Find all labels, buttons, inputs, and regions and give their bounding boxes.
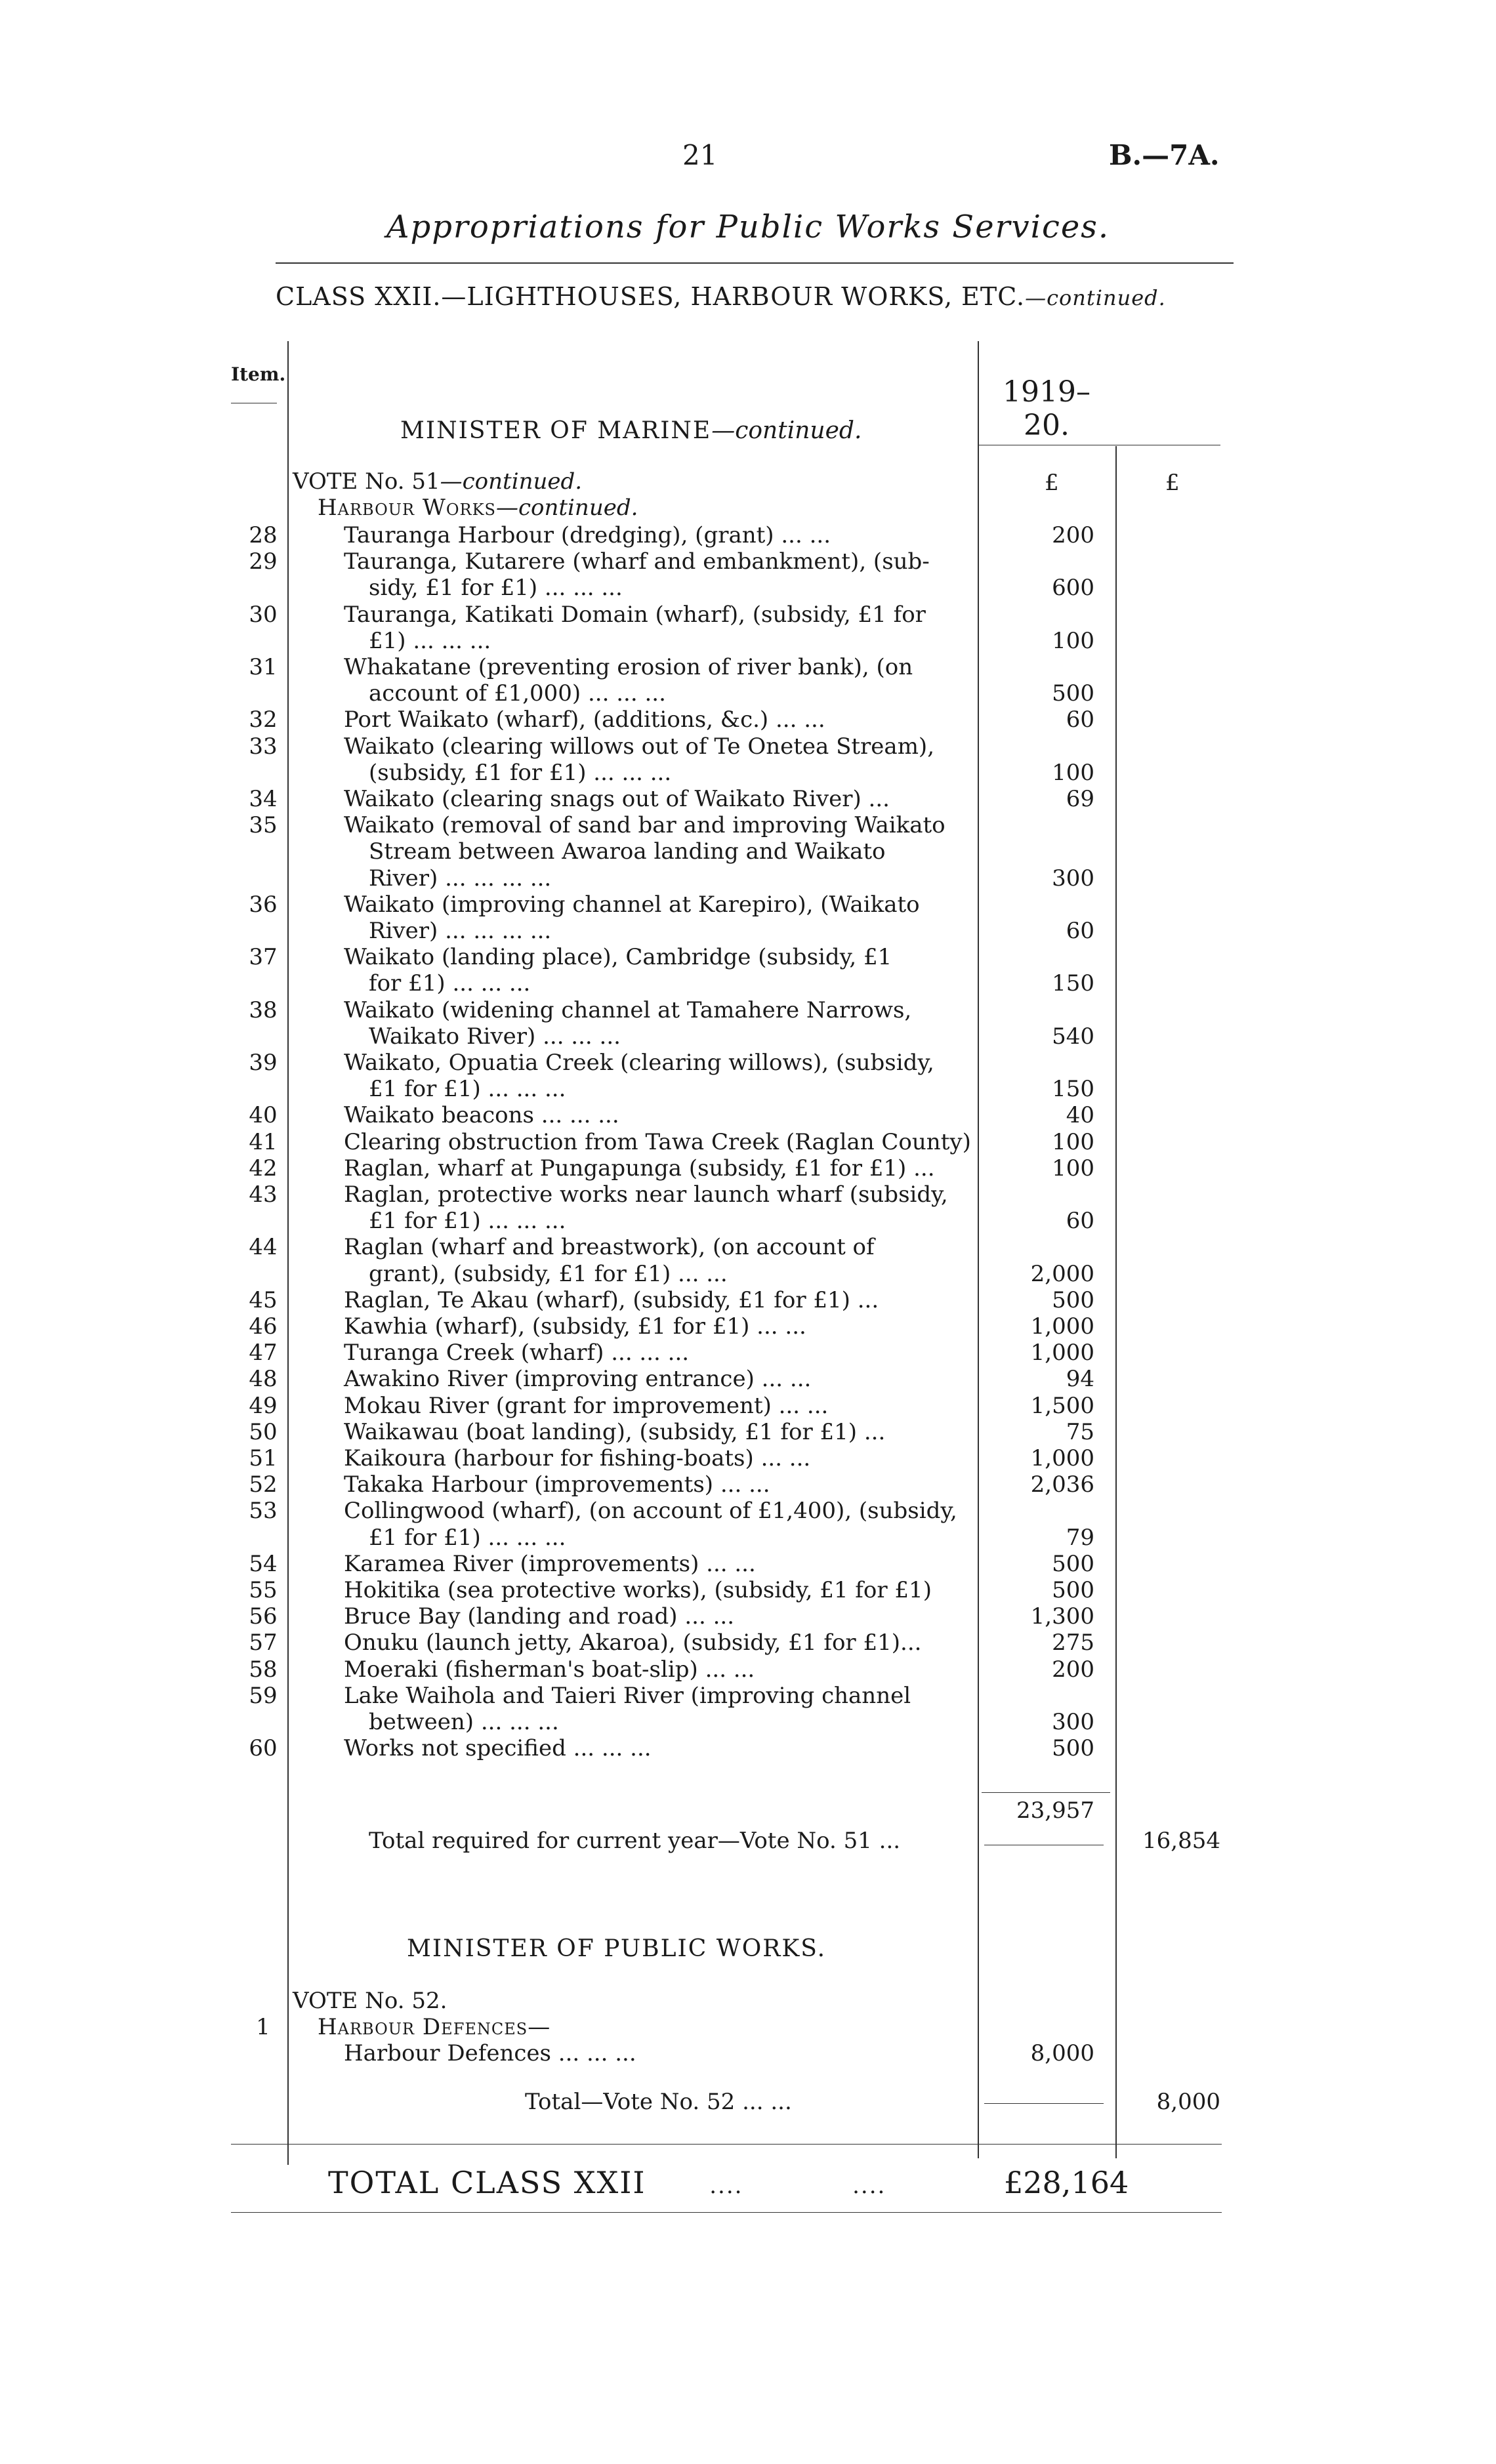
item-number: 60: [249, 1735, 278, 1762]
item-description-line: Bruce Bay (landing and road) ... ...: [344, 1603, 735, 1630]
item-amount: 1,000: [1030, 1313, 1094, 1340]
item-description-line: £1 for £1) ... ... ...: [369, 1076, 566, 1103]
vote-52-total-label: Total—Vote No. 52 ... ...: [525, 2089, 792, 2115]
item-amount: 79: [1066, 1524, 1094, 1551]
item-number: 47: [249, 1340, 278, 1366]
item-description-line: Clearing obstruction from Tawa Creek (Raglan County): [344, 1128, 971, 1155]
item-amount: 100: [1052, 1155, 1094, 1181]
pound-sign-left: £: [1045, 470, 1059, 496]
amount-column-mid-divider: [1115, 446, 1117, 2158]
item-description-line: Raglan (wharf and breastwork), (on account of: [344, 1234, 875, 1261]
item-number: 46: [249, 1313, 278, 1340]
item-description-line: Collingwood (wharf), (on account of £1,400), (subsidy,: [344, 1498, 957, 1525]
harbour-defences-amount: 8,000: [1030, 2040, 1094, 2066]
item-description-line: Waikawau (boat landing), (subsidy, £1 for £1) ...: [344, 1418, 886, 1445]
minister-public-works-heading: MINISTER OF PUBLIC WORKS.: [407, 1935, 827, 1962]
item-description-line: account of £1,000) ... ... ...: [369, 680, 666, 707]
item-number: 50: [249, 1418, 278, 1445]
item-description-line: £1) ... ... ...: [369, 627, 491, 654]
vote-51-total-amount: 16,854: [1142, 1828, 1220, 1854]
item-amount: 500: [1052, 680, 1094, 707]
item-amount: 60: [1066, 707, 1094, 733]
item-amount: 540: [1052, 1023, 1094, 1050]
minister-marine-heading: [400, 417, 862, 444]
harbour-works-label: Harbour Works: [318, 495, 496, 521]
item-description-line: Kaikoura (harbour for fishing-boats) ... ...: [344, 1445, 811, 1471]
item-number: 48: [249, 1366, 278, 1393]
item-number: 40: [249, 1102, 278, 1129]
item-number: 53: [249, 1498, 278, 1525]
vote-51-total-text: Total required for current year—Vote No. 51 ...: [369, 1828, 901, 1854]
item-number: 30: [249, 601, 278, 628]
item-description-line: Karamea River (improvements) ... ...: [344, 1550, 756, 1577]
item-number: 54: [249, 1550, 278, 1577]
item-amount: 300: [1052, 1709, 1094, 1735]
item-description-line: Waikato (landing place), Cambridge (subsidy, £1: [344, 944, 892, 971]
item-description-line: (subsidy, £1 for £1) ... ... ...: [369, 759, 672, 786]
item-amount: 100: [1052, 1128, 1094, 1155]
item-description-line: for £1) ... ... ...: [369, 970, 531, 997]
subtotal-rule: [982, 1792, 1110, 1793]
vote-51-subtotal: 23,957: [1016, 1797, 1094, 1824]
item-description-line: Waikato (clearing snags out of Waikato River) ...: [344, 786, 890, 812]
item-number: 43: [249, 1181, 278, 1208]
page-title: Appropriations for Public Works Services.: [386, 209, 1110, 245]
amount-column-left-divider: [978, 341, 979, 2158]
item-description-line: Onuku (launch jetty, Akaroa), (subsidy, £1 for £1)...: [344, 1630, 922, 1656]
item-description-line: Tauranga Harbour (dredging), (grant) ... ...: [344, 522, 831, 548]
year-column-header: 1919–20.: [1003, 375, 1091, 442]
item-amount: 2,036: [1030, 1471, 1094, 1498]
item-number: 49: [249, 1392, 278, 1419]
item-amount: 150: [1052, 970, 1094, 997]
vote-52-total-amount: 8,000: [1156, 2089, 1220, 2115]
item-description-line: £1 for £1) ... ... ...: [369, 1208, 566, 1235]
grand-total-dots-1: ....: [709, 2173, 743, 2199]
item-amount: 1,000: [1030, 1445, 1094, 1471]
item-amount: 275: [1052, 1630, 1094, 1656]
item-description-line: between) ... ... ...: [369, 1709, 559, 1735]
item-amount: 500: [1052, 1550, 1094, 1577]
grand-total-dots-2: ....: [852, 2173, 886, 2199]
grand-total-label: [328, 2165, 886, 2200]
item-description-line: Waikato (clearing willows out of Te Onetea Stream),: [344, 733, 935, 760]
item-amount: 60: [1066, 1208, 1094, 1235]
item-number: 51: [249, 1445, 278, 1471]
vote-51-total-label: [369, 1828, 900, 1854]
class-heading: [276, 282, 1166, 311]
item-number: 38: [249, 996, 278, 1023]
grand-total-text: TOTAL CLASS XXII: [328, 2165, 646, 2200]
item-number: 56: [249, 1603, 278, 1630]
item-description-line: Takaka Harbour (improvements) ... ...: [344, 1471, 770, 1498]
class-heading-text: CLASS XXII.—LIGHTHOUSES, HARBOUR WORKS, ETC.: [276, 282, 1026, 311]
item-description-line: Tauranga, Kutarere (wharf and embankment), (sub-: [344, 548, 930, 575]
item-number: 31: [249, 654, 278, 680]
pound-sign-right: £: [1165, 470, 1180, 496]
title-rule: [276, 262, 1234, 264]
grand-total-bottom-rule: [231, 2212, 1222, 2213]
item-description-line: Raglan, Te Akau (wharf), (subsidy, £1 for £1) ...: [344, 1286, 879, 1313]
item-description-line: Whakatane (preventing erosion of river bank), (on: [344, 654, 913, 680]
harbour-works-continued: —continued.: [495, 495, 638, 521]
item-amount: 500: [1052, 1577, 1094, 1603]
item-number: 52: [249, 1471, 278, 1498]
item-description-line: Mokau River (grant for improvement) ... ...: [344, 1392, 829, 1419]
item-description-line: £1 for £1) ... ... ...: [369, 1524, 566, 1551]
item-number: 39: [249, 1050, 278, 1076]
minister-marine-heading-text: MINISTER OF MARINE: [400, 417, 712, 444]
vote-51-heading: [293, 468, 582, 495]
item-amount: 69: [1066, 786, 1094, 812]
item-amount: 60: [1066, 918, 1094, 944]
class-heading-continued: —continued.: [1025, 285, 1166, 310]
item-amount: 200: [1052, 1656, 1094, 1683]
minister-marine-heading-continued: —continued.: [711, 417, 862, 444]
item-number: 55: [249, 1577, 278, 1603]
vote-52-item-number: 1: [256, 2014, 270, 2040]
grand-total-amount: £28,164: [1004, 2165, 1129, 2200]
item-number: 35: [249, 812, 278, 839]
item-number: 32: [249, 707, 278, 733]
item-description-line: Waikato (widening channel at Tamahere Narrows,: [344, 996, 912, 1023]
item-amount: 2,000: [1030, 1260, 1094, 1287]
item-number: 58: [249, 1656, 278, 1683]
item-description-line: Raglan, protective works near launch wharf (subsidy,: [344, 1181, 948, 1208]
item-amount: 1,500: [1030, 1392, 1094, 1419]
item-description-line: Works not specified ... ... ...: [344, 1735, 652, 1762]
vote-51-continued: —continued.: [440, 468, 583, 495]
vote-52-total-rule: [984, 2103, 1104, 2104]
item-description-line: Turanga Creek (wharf) ... ... ...: [344, 1340, 690, 1366]
item-number: 57: [249, 1630, 278, 1656]
item-description-line: Tauranga, Katikati Domain (wharf), (subsidy, £1 for: [344, 601, 926, 628]
item-number: 36: [249, 891, 278, 918]
item-description-line: River) ... ... ... ...: [369, 918, 552, 944]
item-amount: 150: [1052, 1076, 1094, 1103]
item-description-line: Kawhia (wharf), (subsidy, £1 for £1) ... ...: [344, 1313, 806, 1340]
item-number: 59: [249, 1682, 278, 1709]
item-description-line: Hokitika (sea protective works), (subsidy, £1 for £1): [344, 1577, 932, 1603]
item-number: 33: [249, 733, 278, 760]
item-description-line: grant), (subsidy, £1 for £1) ... ...: [369, 1260, 728, 1287]
item-description-line: Port Waikato (wharf), (additions, &c.) ... ...: [344, 707, 825, 733]
item-number: 44: [249, 1234, 278, 1261]
harbour-works-subhead: [318, 495, 638, 521]
vote-51-text: VOTE No. 51: [293, 468, 440, 495]
harbour-defences-item: Harbour Defences ... ... ...: [344, 2040, 636, 2066]
item-amount: 500: [1052, 1735, 1094, 1762]
item-amount: 1,000: [1030, 1340, 1094, 1366]
item-column-divider: [287, 341, 289, 2165]
item-description-line: River) ... ... ... ...: [369, 865, 552, 892]
item-number: 45: [249, 1286, 278, 1313]
item-number: 37: [249, 944, 278, 971]
item-amount: 1,300: [1030, 1603, 1094, 1630]
item-description-line: Raglan, wharf at Pungapunga (subsidy, £1 for £1) ...: [344, 1155, 935, 1181]
page-number: 21: [682, 139, 718, 171]
item-number: 42: [249, 1155, 278, 1181]
item-number: 34: [249, 786, 278, 812]
item-description-line: Waikato (removal of sand bar and improving Waikato: [344, 812, 945, 839]
item-description-line: sidy, £1 for £1) ... ... ...: [369, 575, 623, 602]
item-description-line: Waikato River) ... ... ...: [369, 1023, 621, 1050]
item-amount: 100: [1052, 759, 1094, 786]
item-amount: 500: [1052, 1286, 1094, 1313]
item-number: 41: [249, 1128, 278, 1155]
vote-52-heading: VOTE No. 52.: [293, 1988, 447, 2014]
grand-total-top-rule: [231, 2144, 1222, 2145]
item-amount: 200: [1052, 522, 1094, 548]
document-code: B.—7A.: [1109, 139, 1220, 171]
item-column-header: Item.: [231, 363, 286, 385]
item-amount: 100: [1052, 627, 1094, 654]
item-description-line: Moeraki (fisherman's boat-slip) ... ...: [344, 1656, 755, 1683]
item-number: 29: [249, 548, 278, 575]
item-amount: 300: [1052, 865, 1094, 892]
item-amount: 94: [1066, 1366, 1094, 1393]
item-description-line: Waikato, Opuatia Creek (clearing willows), (subsidy,: [344, 1050, 934, 1076]
item-description-line: Lake Waihola and Taieri River (improving channel: [344, 1682, 911, 1709]
item-amount: 600: [1052, 575, 1094, 602]
item-amount: 40: [1066, 1102, 1094, 1129]
item-description-line: Awakino River (improving entrance) ... ...: [344, 1366, 812, 1393]
item-amount: 75: [1066, 1418, 1094, 1445]
item-description-line: Waikato beacons ... ... ...: [344, 1102, 619, 1129]
item-description-line: Waikato (improving channel at Karepiro), (Waikato: [344, 891, 920, 918]
item-description-line: Stream between Awaroa landing and Waikato: [369, 838, 886, 865]
harbour-defences-subhead: Harbour Defences—: [318, 2014, 551, 2040]
item-number: 28: [249, 522, 278, 548]
